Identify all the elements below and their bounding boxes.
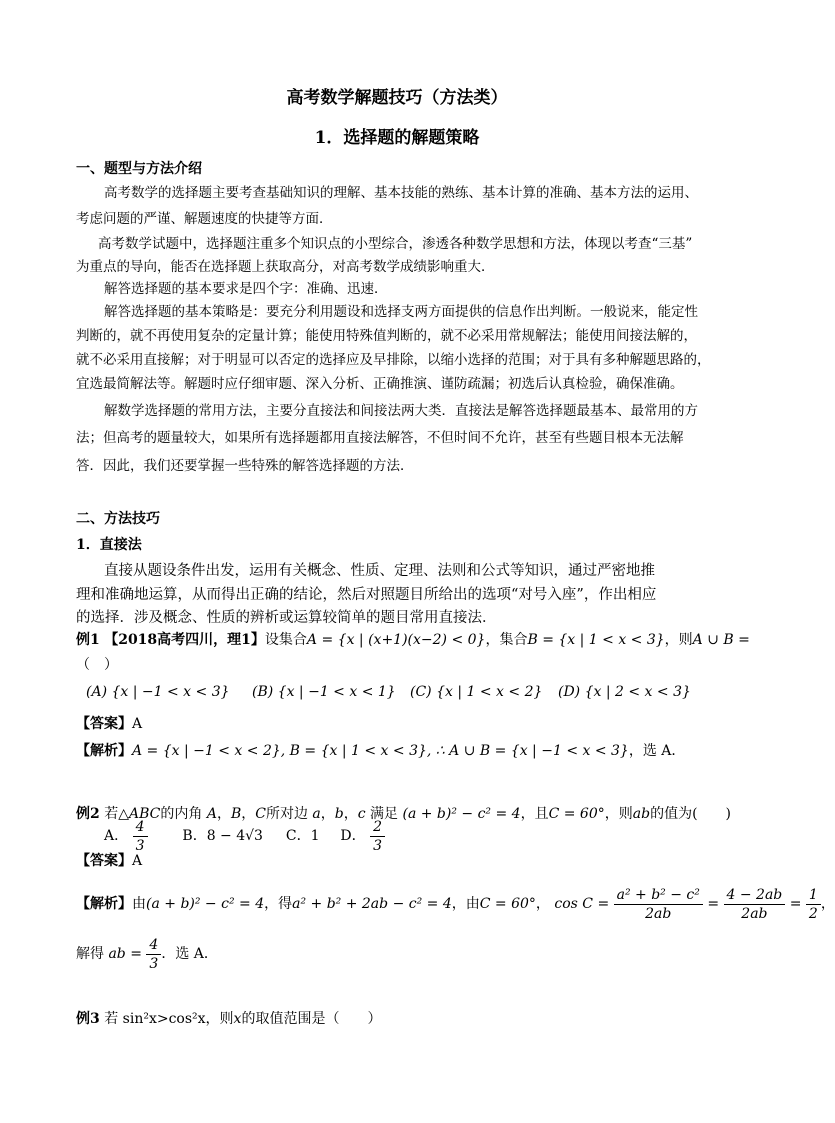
analysis-text: ， <box>820 896 835 912</box>
example2-angle-value: C = 60° <box>548 806 605 822</box>
analysis-text: ，得 <box>264 896 293 912</box>
analysis-fraction <box>724 886 786 923</box>
section1-paragraph-line: 解答选择题的基本要求是四个字：准确、迅速． <box>104 281 388 297</box>
example2-option-a-fraction <box>133 818 148 855</box>
example2-side-c: c <box>357 806 366 822</box>
example2-question: 例2 若△ABC的内角 A，B，C所对边 a，b，c 满足 (a + b)² − c² = 4，且C = 60°，则ab的值为( ) <box>76 806 732 822</box>
example2-options <box>104 816 385 856</box>
example1-text: ，则 <box>664 632 693 648</box>
fraction-denominator: 2 <box>808 905 818 922</box>
example2-angle-b: B <box>230 806 242 822</box>
answer-label: 【答案】 <box>76 853 132 869</box>
example1-option-d: (D) {x | 2 < x < 3} <box>558 684 691 700</box>
solution-math: ab = <box>108 946 142 962</box>
analysis-text: 由 <box>132 896 146 912</box>
section1-paragraph-line: 解数学选择题的常用方法，主要分直接法和间接法两大类．直接法是解答选择题最基本、最常用的方 <box>104 403 698 419</box>
section1-paragraph-line: 宜选最简解法等。解题时应仔细审题、深入分析、正确推演、谨防疏漏；初选后认真检验，确保准确。 <box>76 376 684 392</box>
fraction-denominator: 3 <box>135 837 145 854</box>
answer-value: A <box>132 716 143 732</box>
analysis-fraction <box>806 886 821 923</box>
example2-angle-c: C <box>255 806 266 822</box>
document-subtitle: 1．选择题的解题策略 <box>314 128 480 148</box>
fraction-denominator: 2ab <box>645 905 672 922</box>
example2-text: 若△ <box>104 806 129 822</box>
example2-option-c: C．1 <box>285 828 320 844</box>
analysis-text: ，由 <box>451 896 480 912</box>
fraction-numerator: 2 <box>370 818 385 837</box>
fraction-numerator: 4 − 2ab <box>724 886 786 905</box>
fraction-numerator: a² + b² − c² <box>614 886 703 905</box>
fraction-numerator: 4 <box>133 818 148 837</box>
example1-option-b: (B) {x | −1 < x < 1} <box>252 684 396 700</box>
example1-text: ，集合 <box>485 632 528 648</box>
analysis-text: ， <box>535 896 550 912</box>
example1-option-a: (A) {x | −1 < x < 3} <box>86 684 230 700</box>
section1-paragraph-line: 高考数学试题中，选择题注重多个知识点的小型综合，渗透各种数学思想和方法，体现以考查“三基” <box>98 236 693 252</box>
example1-question <box>76 631 750 649</box>
example1-answer <box>76 715 142 733</box>
example1-label: 例1 <box>76 632 100 648</box>
section1-paragraph-line: 解答选择题的基本策略是：要充分利用题设和选择支两方面提供的信息作出判断。一般说来，能定性 <box>104 304 698 320</box>
example1-blank: （ ） <box>76 657 118 673</box>
analysis-math: a² + b² + 2ab − c² = 4 <box>292 896 452 912</box>
solution-fraction <box>146 936 161 973</box>
example2-triangle: ABC <box>128 806 161 822</box>
fraction-denominator: 3 <box>373 837 383 854</box>
analysis-fraction <box>614 886 703 923</box>
example1-set-b: B = {x | 1 < x < 3} <box>527 632 665 648</box>
example3-variable: x <box>233 1011 242 1027</box>
example1-option-c: (C) {x | 1 < x < 2} <box>410 684 543 700</box>
fraction-numerator: 4 <box>146 936 161 955</box>
example2-angle-a: A <box>206 806 217 822</box>
section1-paragraph-line: 考虑问题的严谨、解题速度的快捷等方面． <box>76 211 333 227</box>
document-title: 高考数学解题技巧（方法类） <box>286 88 508 108</box>
section1-paragraph-line: 为重点的导向，能否在选择题上获取高分，对高考数学成绩影响重大． <box>76 259 495 275</box>
example1-union: A ∪ B = <box>692 632 750 648</box>
analysis-text: ，选 A． <box>628 743 686 759</box>
example2-label: 例2 <box>76 806 100 822</box>
example2-text: 满足 <box>370 806 399 822</box>
example2-text: ，则 <box>604 806 633 822</box>
example2-condition: (a + b)² − c² = 4 <box>402 806 521 822</box>
analysis-label: 【解析】 <box>76 743 132 759</box>
example2-solution <box>76 934 218 974</box>
answer-label: 【答案】 <box>76 716 132 732</box>
solution-text: ．选 A． <box>161 946 218 962</box>
example2-option-b: B．8 − 4√3 <box>182 828 263 844</box>
solution-text: 解得 <box>76 946 104 962</box>
answer-value: A <box>132 853 143 869</box>
fraction-denominator: 3 <box>149 955 159 972</box>
analysis-math: A = {x | −1 < x < 2}, B = {x | 1 < x < 3}, ∴ A ∪ B = {x | −1 < x < 3} <box>132 743 629 759</box>
example2-side-a: a <box>312 806 321 822</box>
example2-answer <box>76 852 142 870</box>
analysis-cos: cos C = <box>554 896 610 912</box>
example3-label: 例3 <box>76 1011 100 1027</box>
example2-text: 的内角 <box>160 806 203 822</box>
section2-paragraph-line: 理和准确地运算，从而得出正确的结论，然后对照题目所给出的选项“对号入座”，作出相应 <box>76 587 657 603</box>
example1-source: 【2018高考四川，理1】 <box>104 632 265 648</box>
example1-analysis <box>76 742 685 760</box>
analysis-label: 【解析】 <box>76 896 132 912</box>
example2-text: 的值为( ) <box>650 806 732 822</box>
section2-heading: 二、方法技巧 <box>76 511 160 527</box>
example3-inequality: sin²x>cos²x <box>122 1011 206 1027</box>
method-heading-direct: 1．直接法 <box>76 537 142 553</box>
example2-text: 所对边 <box>265 806 308 822</box>
example1-set-a: A = {x | (x+1)(x−2) < 0} <box>306 632 486 648</box>
section1-paragraph-line: 答．因此，我们还要掌握一些特殊的解答选择题的方法． <box>76 458 414 474</box>
section1-paragraph-line: 法；但高考的题量较大，如果所有选择题都用直接法解答，不但时间不允许，甚至有些题目根本无法解 <box>76 430 684 446</box>
example2-side-b: b <box>334 806 344 822</box>
example2-option-d-label: D． <box>340 828 366 844</box>
analysis-math: (a + b)² − c² = 4 <box>146 896 265 912</box>
section1-paragraph-line: 就不必采用直接解；对于明显可以否定的选择应及早排除，以缩小选择的范围；对于具有多种解题思路的， <box>76 352 711 368</box>
example2-option-d-fraction <box>370 818 385 855</box>
section1-heading: 一、题型与方法介绍 <box>76 161 202 177</box>
example2-option-a-label: A． <box>104 828 129 844</box>
example3-text: 若 <box>104 1011 119 1027</box>
example3-text: 的取值范围是（ ） <box>241 1011 382 1027</box>
example2-product: ab <box>632 806 651 822</box>
example3-question <box>76 1010 381 1028</box>
analysis-math: C = 60° <box>479 896 536 912</box>
example3-text: ，则 <box>205 1011 234 1027</box>
section2-paragraph-line: 直接从题设条件出发，运用有关概念、性质、定理、法则和公式等知识，通过严密地推 <box>104 563 655 579</box>
fraction-numerator: 1 <box>806 886 821 905</box>
section1-paragraph-line: 高考数学的选择题主要考查基础知识的理解、基本技能的熟练、基本计算的准确、基本方法的运用、 <box>104 185 698 201</box>
section2-paragraph-line: 的选择．涉及概念、性质的辨析或运算较简单的题目常用直接法． <box>76 610 497 626</box>
example1-text: 设集合 <box>264 632 307 648</box>
fraction-denominator: 2ab <box>741 905 768 922</box>
example2-analysis: 【解析】由(a + b)² − c² = 4，得a² + b² + 2ab − c² = 4，由C = 60°， cos C = $\frac{\text{a² + b² − c²}}{2ab}$ = $\frac{4 - 2ab}{2ab}$ = $\frac{1}{2}$ ， <box>76 886 835 922</box>
section1-paragraph-line: 判断的，就不再使用复杂的定量计算；能使用特殊值判断的，就不必采用常规解法；能使用间接法解的， <box>76 328 697 344</box>
example2-text: ，且 <box>520 806 549 822</box>
